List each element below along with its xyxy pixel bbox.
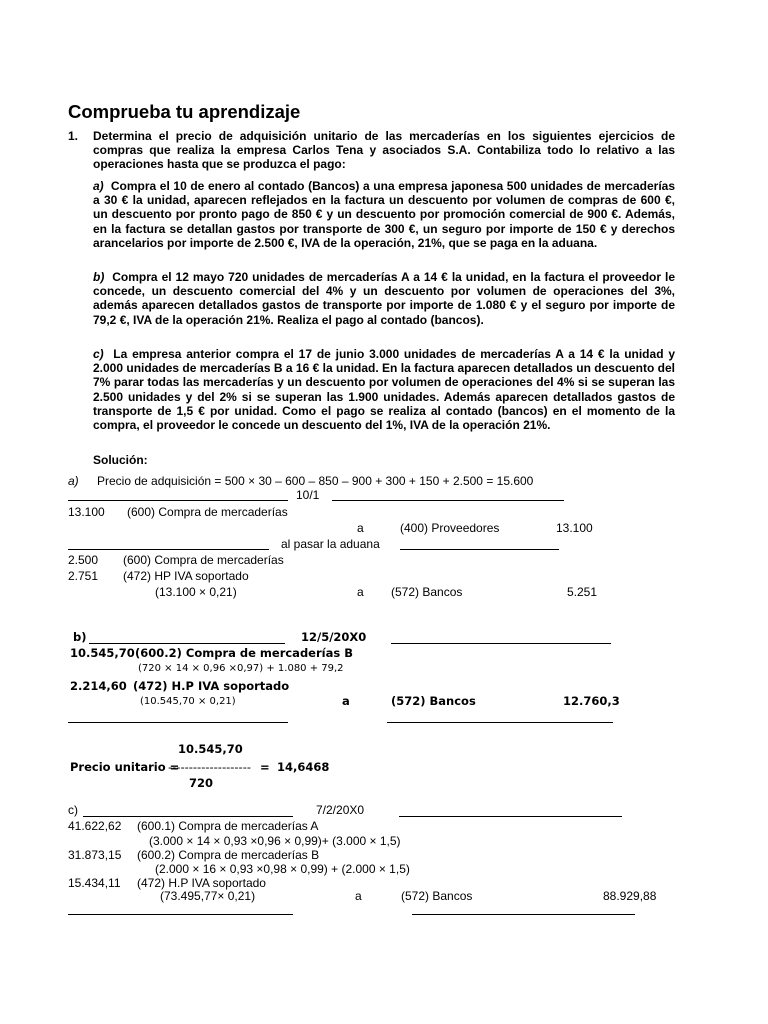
- sol-a-e1-credit-amount: 13.100: [556, 521, 593, 535]
- sol-a-e2-amount1: 2.500: [68, 553, 99, 567]
- journal-rule: [412, 914, 635, 915]
- part-a-label: a): [93, 179, 104, 193]
- sol-b-a: a: [342, 694, 350, 708]
- sol-b-credit-amount: 12.760,3: [563, 694, 620, 708]
- part-b-label: b): [93, 270, 105, 284]
- part-b-text: Compra el 12 mayo 720 unidades de mercaderías A a 14 € la unidad, en la factura el proveedor le concede, un descuento comercial del 4% y un descuento por volumen de operaciones del 3%, además aparecen detallados gastos de transporte por importe de 1.080 € y el seguro por importe de 79,2 €, IVA de la operación 21%. Realiza el pago al contado (bancos).: [93, 270, 675, 327]
- sol-a-e2-account1: (600) Compra de mercaderías: [123, 553, 284, 567]
- sol-a-formula: Precio de adquisición = 500 × 30 – 600 – 850 – 900 + 300 + 150 + 2.500 = 15.600: [97, 474, 534, 488]
- sol-a-e1-a: a: [357, 521, 364, 535]
- exercise-intro: Determina el precio de adquisición unitario de las mercaderías en los siguientes ejercicios de compras que realiza la empresa Carlos Tena y asociados S.A. Contabiliza todo lo relativo a las operaciones hasta que se produzca el pago:: [93, 129, 675, 172]
- sol-b-amount2: 2.214,60: [70, 679, 127, 693]
- journal-rule: [68, 722, 288, 723]
- sol-c-account2: (600.2) Compra de mercaderías B: [137, 848, 320, 862]
- sol-a-e2-credit-account: (572) Bancos: [391, 585, 463, 599]
- sol-b-account1: (600.2) Compra de mercaderías B: [135, 646, 353, 660]
- exercise-number: 1.: [68, 129, 79, 143]
- sol-c-account1: (600.1) Compra de mercaderías A: [137, 819, 319, 833]
- sol-a-e1-account: (600) Compra de mercaderías: [127, 505, 288, 519]
- journal-rule: [391, 643, 611, 644]
- exercise-part-b: [93, 270, 675, 327]
- sol-b-unit-dashes: --------------------: [168, 760, 251, 774]
- journal-rule: [332, 500, 564, 501]
- sol-b-calc2: (10.545,70 × 0,21): [140, 696, 236, 707]
- part-a-text: Compra el 10 de enero al contado (Bancos) a una empresa japonesa 500 unidades de mercaderías a 30 € la unidad, aparecen reflejados en la factura un descuento por volumen de compras de 600 €, un descuento por pronto pago de 850 € y un descuento por promoción comercial de 900 €. Además, en la factura se detallan gastos por transporte de 300 €, un seguro por importe de 150 € y derechos arancelarios por importe de 2.500 €, IVA de la operación, 21%, que se paga en la aduana.: [93, 179, 675, 250]
- sol-c-credit-account: (572) Bancos: [401, 889, 473, 903]
- sol-c-calc2: (2.000 × 16 × 0,93 ×0,98 × 0,99) + (2.000 × 1,5): [155, 862, 410, 876]
- sol-a-e2-a: a: [357, 585, 364, 599]
- exercise-part-c: [93, 347, 675, 432]
- sol-b-date: 12/5/20X0: [301, 630, 367, 644]
- part-c-text: La empresa anterior compra el 17 de junio 3.000 unidades de mercaderías A a 14 € la unidad y 2.000 unidades de mercaderías B a 16 € la unidad. En la factura aparecen detallados un descuento del 7% parar todas las mercaderías y un descuento por volumen de operaciones del 4% si se superan las 2.500 unidades y del 2% si se superan las 1.900 unidades. Además aparecen detallados gastos de transporte de 1,5 € por unidad. Como el pago se realiza al contado (bancos) en el momento de la compra, el proveedor le concede un descuento del 1%, IVA de la operación 21%.: [93, 347, 675, 433]
- sol-c-calc3: (73.495,77× 0,21): [160, 889, 256, 903]
- sol-b-unit-denominator: 720: [189, 776, 214, 790]
- sol-b-unit-result: 14,6468: [277, 760, 330, 774]
- part-c-label: c): [93, 347, 104, 361]
- sol-c-account3: (472) H.P IVA soportado: [137, 876, 266, 890]
- journal-rule: [387, 722, 613, 723]
- journal-rule: [68, 549, 269, 550]
- journal-rule: [89, 643, 285, 644]
- sol-c-label: c): [68, 803, 78, 817]
- sol-a-label: a): [68, 474, 79, 488]
- sol-c-a: a: [355, 889, 362, 903]
- sol-a-e1-amount: 13.100: [68, 505, 105, 519]
- sol-c-credit-amount: 88.929,88: [603, 889, 657, 903]
- sol-b-credit-account: (572) Bancos: [391, 694, 476, 708]
- page-title: Comprueba tu aprendizaje: [68, 101, 301, 122]
- sol-b-account2: (472) H.P IVA soportado: [133, 679, 290, 693]
- journal-rule: [68, 914, 293, 915]
- sol-c-amount3: 15.434,11: [68, 876, 121, 890]
- journal-rule: [83, 816, 293, 817]
- sol-c-date: 7/2/20X0: [316, 803, 365, 817]
- exercise-part-a: [93, 179, 675, 250]
- solution-label: Solución:: [93, 453, 148, 467]
- sol-c-amount1: 41.622,62: [68, 819, 122, 833]
- sol-b-unit-equals: =: [260, 760, 270, 774]
- sol-b-unit-label: Precio unitario =: [70, 760, 180, 774]
- sol-c-calc1: (3.000 × 14 × 0,93 ×0,96 × 0,99)+ (3.000 × 1,5): [149, 834, 401, 848]
- sol-a-e2-credit-amount: 5.251: [567, 585, 598, 599]
- journal-rule: [399, 816, 622, 817]
- journal-rule: [68, 500, 288, 501]
- journal-rule: [400, 549, 559, 550]
- sol-a-e2-calc: (13.100 × 0,21): [155, 585, 237, 599]
- sol-a-customs-label: al pasar la aduana: [281, 537, 380, 551]
- sol-c-amount2: 31.873,15: [68, 848, 122, 862]
- sol-b-label: b): [73, 630, 87, 644]
- sol-b-amount1: 10.545,70: [70, 646, 135, 660]
- sol-a-e2-amount2: 2.751: [68, 569, 99, 583]
- sol-a-e1-credit-account: (400) Proveedores: [400, 521, 500, 535]
- sol-b-calc1: (720 × 14 × 0,96 ×0,97) + 1.080 + 79,2: [138, 663, 344, 674]
- sol-a-e2-account2: (472) HP IVA soportado: [123, 569, 249, 583]
- sol-a-date: 10/1: [296, 488, 320, 502]
- sol-b-unit-numerator: 10.545,70: [178, 742, 243, 756]
